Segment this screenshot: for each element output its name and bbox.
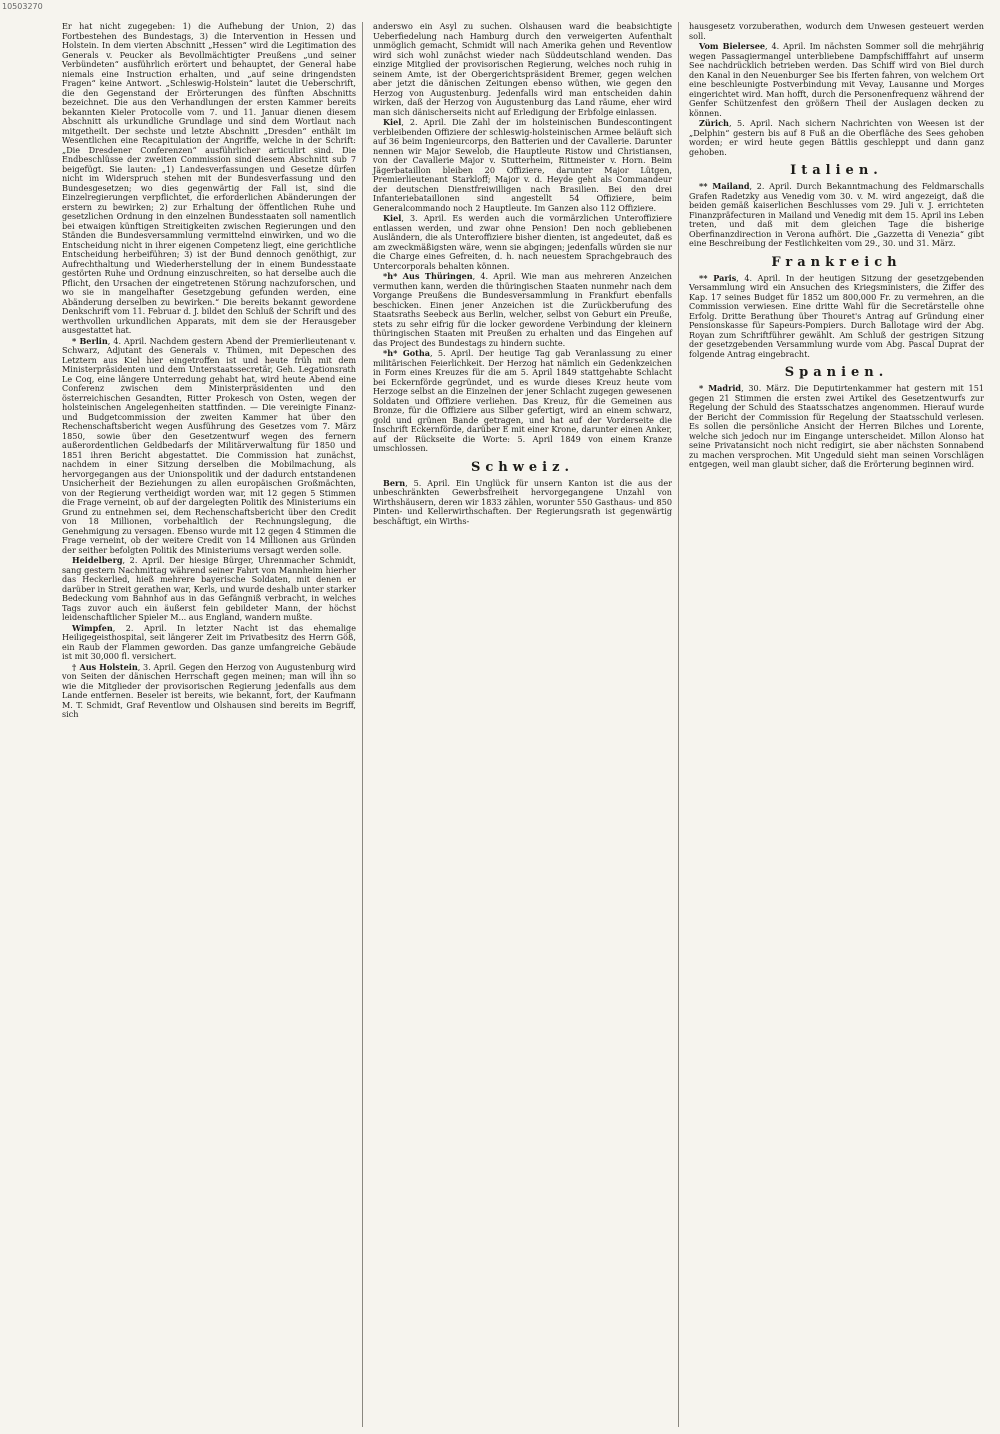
article-thueringen: *h* Aus Thüringen, 4. April. Wie man aus mehreren Anzeichen vermuthen kann, werden die thüringischen Staaten nunmehr nach dem Vorgange Preußens die Bundesversammlung in Frankfurt ebenfalls beschicken. Einen jener Anzeichen ist die Zurückberufung des Staatsraths Seebeck aus Berlin, welcher, selbst von Geburt ein Preuße, stets zu sehr eifrig für die locker gewordene Verbindung der kleinern thüringischen Staaten mit Preußen zu erhalten und das Eingehen auf das Project des Bundestags zu hindern suchte. xyxy=(373,271,672,348)
article-paris: ** Paris, 4. April. In der heutigen Sitzung der gesetzgebenden Versammlung wird ein Ansuchen des Kriegsministers, die Ziffer des Kap. 17 seines Budget für 1852 um 800,000 Fr. zu vermehren, an die Commission verwiesen. Eine dritte Wahl für die Secretärstelle ohne Erfolg. Dritte Berathung über Thouret's Antrag auf Gründung einer Pensionskasse für Sapeurs-Pompiers. Durch Ballotage wird der Abg. Royan zum Schriftführer gewählt. Am Schluß der gestrigen Sitzung der gesetzgebenden Versammlung wurde vom Abg. Pascal Duprat der folgende Antrag eingebracht. xyxy=(689,272,984,359)
section-heading-frankreich: Frankreich xyxy=(771,254,902,270)
dateline: ** Mailand xyxy=(699,181,750,191)
dateline: Zürich xyxy=(699,118,729,128)
dateline: Kiel xyxy=(383,213,402,223)
section-heading-schweiz: Schweiz. xyxy=(470,459,575,475)
article-bielersee: Vom Bielersee, 4. April. Im nächsten Sommer soll die mehrjährig wegen Passagiermangel unterbliebene Dampfschifffahrt auf unserm See nachdrücklich betrieben werden. Das Schiff wird von Biel durch den Kanal in den Neuenburger See bis Iferten fahren, von welchem Ort eine beschleunigte Postverbindung mit Vevay, Lausanne und Morges eingerichtet wird. Man hofft, durch die Personenfrequenz während der Genfer Schützenfest den größern Theil der Auslagen decken zu können. xyxy=(689,41,984,118)
dateline: *h* Gotha xyxy=(383,348,431,358)
article-kiel-2: Kiel, 3. April. Es werden auch die vormärzlichen Unteroffiziere entlassen werden, und zwar ohne Pension! Den noch gebliebenen Ausländern, die als Unteroffiziere bisher dienten, ist angedeutet, daß es am zweckmäßigsten wäre, wenn sie abgingen; jedenfalls würden sie nur die Charge eines Gefreiten, d. h. nach neuestem Sprachgebrauch des Untercorporals behalten können. xyxy=(373,213,672,271)
dateline: Wimpfen xyxy=(72,622,113,633)
article-text: hausgesetz vorzuberathen, wodurch dem Unwesen gesteuert werden soll. xyxy=(689,22,984,41)
section-heading-italien: Italien. xyxy=(790,163,883,178)
dateline: Kiel xyxy=(383,117,402,127)
column-3 xyxy=(685,22,990,1427)
article-berlin: * Berlin, 4. April. Nachdem gestern Abend der Premierlieutenant v. Schwarz, Adjutant des Generals v. Thümen, mit Depeschen des Letztern aus Kiel hier eingetroffen ist und heute früh mit dem Ministerpräsidenten und dem Unterstaatssecretär, Geh. Legationsrath Le Coq, eine längere Unterredung gehabt hat, wird heute Abend eine Conferenz zwischen dem Ministerpräsidenten und den österreichischen Gesandten, Ritter Prokesch von Osten, wegen der holsteinischen Angelegenheiten stattfinden. — Die vereinigte Finanz- und Budgetcommission der zweiten Kammer hat über den Rechenschaftsbericht wegen Ausführung des Gesetzes vom 7. März 1850, sowie über den Gesetzentwurf wegen des fernern außerordentlichen Geldbedarfs der Militärverwaltung für 1850 und 1851 ihren Bericht abgestattet. Die Commission hat zunächst, nachdem in einer Sitzung derselben die Mobilmachung, als hervorgegangen aus der Unionspolitik und der dadurch entstandenen Unsicherheit der Beziehungen zu allen europäischen Großmächten, von der Regierung vertheidigt worden war, mit 12 gegen 5 Stimmen die Frage verneint, ob auf der dargelegten Politik des Ministeriums ein Grund zu entnehmen sei, dem Rechenschaftsbericht über den Credit von 18 Millionen, vorbehaltlich der Rechnungslegung, die Genehmigung zu versagen. Ebenso wurde mit 12 gegen 4 Stimmen die Frage verneint, ob der weitere Credit von 14 Millionen aus Gründen der seither befolgten Politik des Ministeriums versagt werden solle. xyxy=(62,335,357,555)
article-zuerich: Zürich, 5. April. Nach sichern Nachrichten von Weesen ist der „Delphin“ gestern bis auf 8 Fuß an die Oberfläche des Sees gehoben worden; er wird heute gegen Bättlis geschleppt und dann ganz gehoben. xyxy=(689,118,984,157)
dateline: Vom Bielersee xyxy=(699,41,766,51)
article-holstein: † Aus Holstein, 3. April. Gegen den Herzog von Augustenburg wird von Seiten der dänischen Herrschaft gegen meinen; man will ihn so wie die Mitglieder der provisorischen Regierung jedenfalls aus dem Lande entfernen. Beseler ist bereits, wie bekannt, fort, der Kaufmann M. T. Schmidt, Graf Reventlow und Olshausen sind bereits im Begriff, sich xyxy=(62,661,356,719)
page-id: 10503270 xyxy=(2,2,43,11)
dateline: *h* Aus Thüringen xyxy=(383,271,473,281)
article-wimpfen: Wimpfen, 2. April. In letzter Nacht ist das ehemalige Heiligegeisthospital, seit längerer Zeit im Privatbesitz des Herrn Göß, ein Raub der Flammen geworden. Das ganze umfangreiche Gebäude ist mit 30,000 fl. versichert. xyxy=(62,622,356,661)
article-text: anderswo ein Asyl zu suchen. Olshausen ward die beabsichtigte Ueberfiedelung nach Hamburg durch den verweigerten Aufenthalt unmöglich gemacht, Schmidt will nach Amerika gehen und Reventlow wird sich wohl zunächst wieder nach Süddeutschland wenden. Das einzige Mitglied der provisorischen Regierung, welches noch ruhig in seinem Amte, ist der Obergerichtspräsident Bremer, gegen welchen aber jetzt die dänischen Zeitungen ebenso wüthen, wie gegen den Herzog von Augustenburg. Jedenfalls wird man entscheiden dahin wirken, daß der Herzog von Augustenburg das Land räume, eher wird man sich dänischerseits nicht auf Erledigung der Erbfolge einlassen. xyxy=(373,22,672,117)
column-2 xyxy=(369,22,679,1427)
article-bern: Bern, 5. April. Ein Unglück für unsern Kanton ist die aus der unbeschränkten Gewerbsfreiheit hervorgegangene Unzahl von Wirthshäusern, deren wir 1833 zählen, worunter 550 Gasthaus- und 850 Pinten- und Kellerwirthschaften. Der Regierungsrath ist gegenwärtig beschäftigt, ein Wirths- xyxy=(373,477,672,526)
section-heading-spanien: Spanien. xyxy=(784,365,889,380)
dateline: Bern xyxy=(383,477,406,488)
newspaper-page xyxy=(58,22,990,1427)
dateline: * Berlin xyxy=(72,335,108,346)
dateline: ** Paris xyxy=(699,272,737,283)
article-text: Er hat nicht zugegeben: 1) die Aufhebung der Union, 2) das Fortbestehen des Bundestags, 3) die Intervention in Hessen und Holstein. In dem vierten Abschnitt „Hessen“ wird die Legitimation des Generals v. Peucker als Bevollmächtigter Preußens „und seiner Verbündeten“ ausführlich erörtert und behauptet, der General habe niemals eine Instruction erhalten, und „auf seine dringendsten Fragen“ keine Antwort. „Schleswig-Holstein“ lautet die Ueberschrift, die den Gegenstand der Erörterungen des fünften Abschnitts bezeichnet. Die aus den Verhandlungen der ersten Kammer bereits bekannten Kieler Protocolle vom 7. und 11. Januar dienen diesem Abschnitt als urkundliche Grundlage und sind dem Wortlaut nach mitgetheilt. Der sechste und letzte Abschnitt „Dresden“ enthält im Wesentlichen eine Recapitulation der Angriffe, welche in der Schrift: „Die Dresdener Conferenzen“ ausführlicher articulirt sind. Die Endbeschlüsse der zweiten Commission sind diesem Abschnitt sub 7 beigefügt. Sie lauten: „1) Landesverfassungen und Gesetze dürfen nicht im Widerspruch stehen mit der Bundesverfassung und den Bundesgesetzen; wo dies gegenwärtig der Fall ist, sind die Einzelregierungen verpflichtet, die erforderlichen Abänderungen der erstern zu bewirken; 2) zur Erhaltung der öffentlichen Ruhe und gesetzlichen Ordnung in den einzelnen Bundesstaaten soll namentlich bei etwaigen künftigen Streitigkeiten zwischen Regierungen und den Ständen die Bundesversammlung vermittelnd einwirken, und wo die Entscheidung nicht in ihrer eigenen Competenz liegt, eine gerichtliche Entscheidung herbeiführen; 3) ist der Bund dennoch genöthigt, zur Aufrechthaltung und Wiederherstellung der in einem Bundesstaate gestörten Ruhe und Ordnung einzuschreiten, so hat derselbe auch die Pflicht, den Ursachen der eingetretenen Störung nachzuforschen, und wo sie in mangelhafter Gesetzgebung gefunden werden, eine Abänderung derselben zu bewirken.“ Die bereits bekannt gewordene Denkschrift vom 11. Februar d. J. bildet den Schluß der Schrift und des werthvollen urkundlichen Apparats, mit dem sie der Herausgeber ausgestattet hat. xyxy=(62,22,356,335)
article-mailand: ** Mailand, 2. April. Durch Bekanntmachung des Feldmarschalls Grafen Radetzky aus Venedig vom 30. v. M. wird angezeigt, daß die beiden gemäß kaiserlichen Beschlusses vom 29. Juli v. J. errichteten Finanzpräfecturen in Mailand und Venedig mit dem 15. April ins Leben treten, und daß mit dem gleichen Tage die bisherige Oberfinanzdirection in Verona aufhört. Die „Gazzetta di Venezia“ gibt eine Beschreibung der Festlichkeiten vom 29., 30. und 31. März. xyxy=(689,181,984,248)
article-gotha: *h* Gotha, 5. April. Der heutige Tag gab Veranlassung zu einer militärischen Feierlichkeit. Der Herzog hat nämlich ein Gedenkzeichen in Form eines Kreuzes für die am 5. April 1849 stattgehabte Schlacht bei Eckernförde gegründet, und es wurde dieses Kreuz heute vom Herzoge selbst an die Einzelnen der jener Schlacht zugegen gewesenen Soldaten und Offiziere verliehen. Das Kreuz, für die Gemeinen aus Bronze, für die Offiziere aus Silber gefertigt, wird an einem schwarz, gold und grünen Bande getragen, und hat auf der Vorderseite die Inschrift Eckernförde, darüber E mit einer Krone, darunter einen Anker, auf der Rückseite die Worte: 5. April 1849 von einem Kranze umschlossen. xyxy=(373,348,672,453)
column-1 xyxy=(58,22,363,1427)
dateline: † Aus Holstein xyxy=(72,661,138,672)
dateline: * Madrid xyxy=(699,383,742,393)
dateline: Heidelberg xyxy=(72,555,123,565)
article-madrid: * Madrid, 30. März. Die Deputirtenkammer hat gestern mit 151 gegen 21 Stimmen die ersten zwei Artikel des Gesetzentwurfs zur Regelung der Schuld des Staatsschatzes angenommen. Hierauf wurde der Bericht der Commission für Regelung der Staatsschuld verlesen. Es sollen die persönliche Ansicht der Herren Bilches und Lorente, welche sich jedoch nur im Eingange unterscheidet. Millon Alonso hat seine Privatansicht noch nicht redigirt, sie aber nächsten Sonnabend zu machen versprochen. Mit Ungeduld sieht man seinen Vorschlägen entgegen, weil man glaubt sicher, daß die Erörterung beginnen wird. xyxy=(689,383,984,469)
article-kiel-1: Kiel, 2. April. Die Zahl der im holsteinischen Bundescontingent verbleibenden Offiziere der schleswig-holsteinischen Armee beläuft sich auf 36 beim Ingenieurcorps, den Batterien und der Cavallerie. Darunter nennen wir Major Sewelob, die Hauptleute Ristow und Christiansen, von der Cavallerie Major v. Stutterheim, Rittmeister v. Horn. Beim Jägerbataillon bleiben 20 Offiziere, darunter Major Lütgen, Premierlieutenant Starkloff; Major v. d. Heyde geht als Commandeur der deutschen Dienstfreiwilligen nach Brasilien. Bei den drei Infanteriebataillonen sind angestellt 54 Offiziere, beim Generalcommando noch 2 Hauptleute. Im Ganzen also 112 Offiziere. xyxy=(373,117,672,213)
article-heidelberg: Heidelberg, 2. April. Der hiesige Bürger, Uhrenmacher Schmidt, sang gestern Nachmittag während seiner Fahrt von Mannheim hierher das Heckerlied, hieß mehrere bayerische Soldaten, mit denen er darüber in Streit gerathen war, Kerls, und wurde deshalb unter starker Bedeckung vom Bahnhof aus in das Gefängniß verbracht, in welches Tags zuvor auch ein äußerst fein gebildeter Mann, der höchst leidenschaftlicher Spieler M... aus England, wandern mußte. xyxy=(62,555,356,622)
